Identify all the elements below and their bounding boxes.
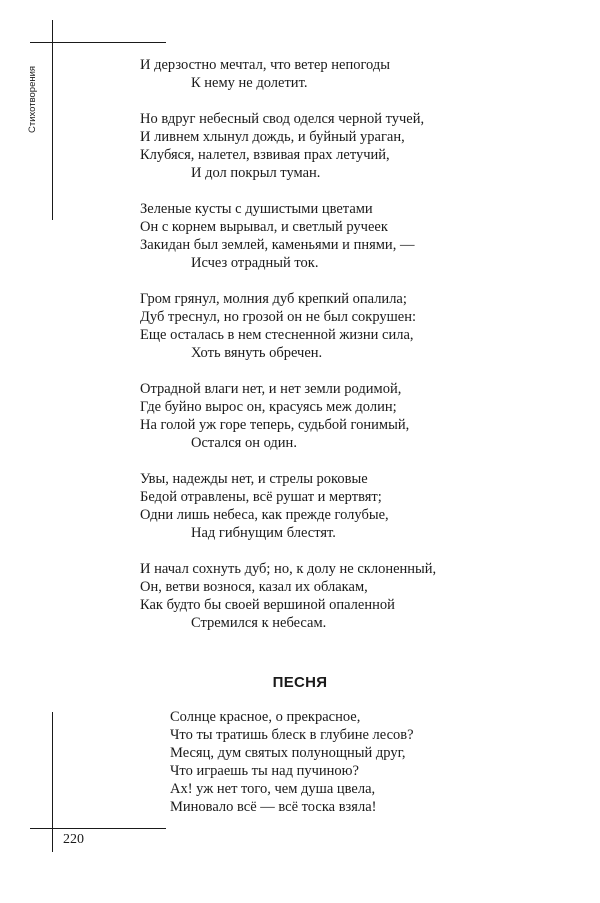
stanza [140,560,500,632]
poem-line: Дуб треснул, но грозой он не был сокрушен: [140,309,417,325]
song-body [170,708,490,816]
poem-line: К нему не долетит. [191,75,308,91]
stanza [140,110,500,182]
poem-line: И ливнем хлынул дождь, и буйный ураган, [140,129,405,145]
poem-line: Хоть вянуть обречен. [191,345,323,361]
song-line: Солнце красное, о прекрасное, [170,709,361,725]
poem-line: Отрадной влаги нет, и нет земли родимой, [140,381,402,397]
poem-line: Бедой отравлены, всё рушат и мертвят; [140,489,382,505]
poem-line: Остался он один. [191,435,297,451]
poem-body [140,56,500,650]
poem-line: Но вдруг небесный свод оделся черной тучей, [140,111,425,127]
page-number: 220 [63,832,84,847]
poem-line: Одни лишь небеса, как прежде голубые, [140,507,389,523]
poem-line: И начал сохнуть дуб; но, к долу не склоненный, [140,561,437,577]
poem-line: Исчез отрадный ток. [191,255,319,271]
song-line: Ах! уж нет того, чем душа цвела, [170,781,376,797]
poem-line: Где буйно вырос он, красуясь меж долин; [140,399,397,415]
bottom-rule-horizontal [30,828,166,829]
top-rule-horizontal [30,42,166,43]
song-line: Миновало всё — всё тоска взяла! [170,799,377,815]
poem-line: На голой уж горе теперь, судьбой гонимый, [140,417,410,433]
stanza [140,290,500,362]
stanza [140,200,500,272]
running-head: Стихотворения [27,65,38,133]
poem-line: Закидан был землей, каменьями и пнями, — [140,237,415,253]
poem-line: Увы, надежды нет, и стрелы роковые [140,471,368,487]
poem-line: Как будто бы своей вершиной опаленной [140,597,395,613]
poem-line: Гром грянул, молния дуб крепкий опалила; [140,291,407,307]
poem-line: Он, ветви вознося, казал их облакам, [140,579,368,595]
song-line: Что ты тратишь блеск в глубине лесов? [170,727,414,743]
poem-line: И дерзостно мечтал, что ветер непогоды [140,57,391,73]
top-rule-vertical [52,20,53,220]
stanza [140,470,500,542]
song-title: ПЕСНЯ [272,674,328,691]
song-line: Месяц, дум святых полунощный друг, [170,745,406,761]
bottom-rule-vertical [52,712,53,852]
poem-line: Стремился к небесам. [191,615,327,631]
poem-line: Он с корнем вырывал, и светлый ручеек [140,219,388,235]
song-line: Что играешь ты над пучиною? [170,763,359,779]
poem-line: Еще осталась в нем стесненной жизни сила, [140,327,414,343]
poem-line: Над гибнущим блестят. [191,525,336,541]
poem-line: Зеленые кусты с душистыми цветами [140,201,373,217]
poem-line: Клубяся, налетел, взвивая прах летучий, [140,147,390,163]
stanza [140,56,500,92]
stanza [140,380,500,452]
poem-line: И дол покрыл туман. [191,165,321,181]
